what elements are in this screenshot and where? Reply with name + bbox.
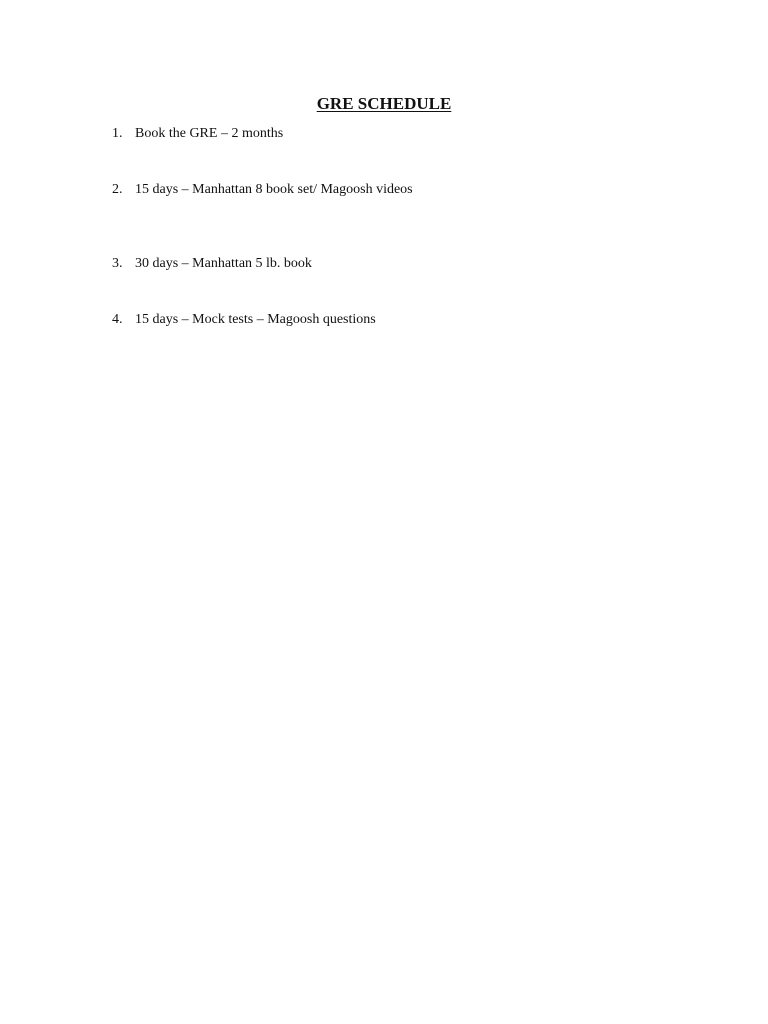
list-item-text: 30 days – Manhattan 5 lb. book (135, 256, 312, 271)
list-item-number: 1. (112, 126, 123, 141)
list-item-number: 2. (112, 182, 123, 197)
list-item-text: 15 days – Manhattan 8 book set/ Magoosh videos (135, 182, 413, 197)
list-item (112, 181, 413, 199)
list-item (112, 311, 376, 329)
list-item (112, 125, 283, 143)
list-item-text: Book the GRE – 2 months (135, 126, 284, 141)
list-item-number: 3. (112, 256, 123, 271)
list-item (112, 255, 312, 273)
list-item-text: 15 days – Mock tests – Magoosh questions (135, 312, 376, 327)
document-title: GRE SCHEDULE (316, 94, 452, 113)
list-item-number: 4. (112, 312, 123, 327)
